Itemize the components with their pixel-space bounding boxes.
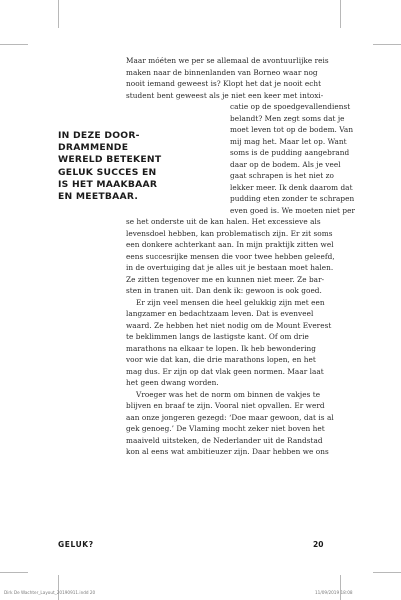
body-line: gaat schrapen is het niet zo — [230, 171, 334, 180]
body-line: gek genoeg.’ De Vlaming mocht zeker niet boven het — [126, 424, 325, 433]
body-line: maaiveld uitsteken, de Nederlander uit de Randstad — [126, 435, 323, 445]
pull-quote-line: EN MEETBAAR. — [58, 191, 139, 203]
body-line: daar op de bodem. Als je veel — [230, 159, 341, 169]
crop-mark — [0, 44, 28, 45]
pull-quote-line: IS HET MAAKBAAR — [58, 178, 158, 190]
crop-mark — [373, 44, 401, 45]
body-line: soms is de pudding aangebrand — [230, 148, 350, 157]
body-line: marathons na elkaar te lopen. Ik heb bewondering — [126, 343, 317, 353]
body-line: student bent geweest als je niet een keer met intoxi- — [126, 90, 324, 100]
body-line: te beklimmen langs de lastigste kant. Of om drie — [126, 332, 309, 341]
body-line: se het onderste uit de kan halen. Het excessieve als — [126, 217, 321, 226]
body-line: catie op de spoedgevallendienst — [230, 102, 351, 111]
body-line: levensdoel hebben, kan problematisch zijn. Er zit soms — [126, 228, 333, 238]
body-line: moet leven tot op de bodem. Van — [230, 125, 354, 134]
body-line: pudding eten zonder te schrapen — [230, 194, 355, 203]
body-line: voor wie dat kan, die drie marathons lopen, en het — [126, 355, 316, 364]
pull-quote-line: GELUK SUCCES EN — [58, 166, 157, 178]
body-line: mag dus. Er zijn op dat vlak geen normen. Maar laat — [126, 366, 324, 376]
crop-mark — [373, 572, 401, 573]
body-line: een donkere achterkant aan. In mijn praktijk zitten wel — [126, 240, 334, 249]
body-line: sten in tranen uit. Dan denk ik: gewoon is ook goed. — [126, 286, 322, 295]
pull-quote — [58, 130, 218, 203]
print-slug-timestamp: 11/09/2019 18:08 — [315, 590, 353, 595]
body-line: Er zijn veel mensen die heel gelukkig zijn met een — [136, 297, 325, 307]
crop-mark — [58, 0, 59, 28]
running-footer-title: GELUK? — [58, 540, 94, 549]
body-line: kon al eens wat ambitieuzer zijn. Daar hebben we ons — [126, 447, 329, 456]
body-line: belandt? Men zegt soms dat je — [230, 113, 345, 123]
body-line: Ze zitten tegenover me en kunnen niet meer. Ze bar- — [126, 274, 325, 284]
body-line: maken naar de binnenlanden van Borneo waar nog — [126, 67, 318, 77]
crop-mark — [340, 0, 341, 28]
pull-quote-line: WERELD BETEKENT — [58, 154, 162, 166]
body-line: waard. Ze hebben het niet nodig om de Mount Everest — [126, 320, 332, 330]
body-line: even goed is. We moeten niet per — [230, 205, 355, 215]
body-line: het geen dwang worden. — [126, 378, 219, 387]
body-line: mij mag het. Maar let op. Want — [230, 136, 347, 146]
body-line: lekker meer. Ik denk daarom dat — [230, 182, 353, 192]
body-line: Vroeger was het de norm om binnen de vakjes te — [136, 389, 321, 399]
pull-quote-line: IN DEZE DOOR- — [58, 130, 140, 141]
crop-mark — [340, 575, 341, 600]
body-line: Maar móéten we per se allemaal de avontuurlijke reis — [126, 56, 329, 65]
crop-mark — [58, 575, 59, 600]
body-line: aan onze jongeren gezegd: ‘Doe maar gewoon, dat is al — [126, 412, 334, 422]
body-line: nooit iemand geweest is? Klopt het dat je nooit echt — [126, 79, 322, 88]
pull-quote-line: DRAMMENDE — [58, 142, 129, 154]
crop-mark — [0, 572, 28, 573]
body-line: langzamer en bedachtzaam leven. Dat is evenveel — [126, 309, 314, 318]
body-line: in de overtuiging dat je alles uit je bestaan moet halen. — [126, 263, 334, 272]
print-slug-filename: Dirk De Wachter_Layout_20190911.indd 20 — [4, 590, 96, 595]
body-line: blijven en braaf te zijn. Vooral niet opvallen. Er werd — [126, 401, 325, 410]
page-number: 20 — [313, 540, 324, 549]
body-line: eens succesrijke mensen die voor twee hebben geleefd, — [126, 251, 335, 261]
